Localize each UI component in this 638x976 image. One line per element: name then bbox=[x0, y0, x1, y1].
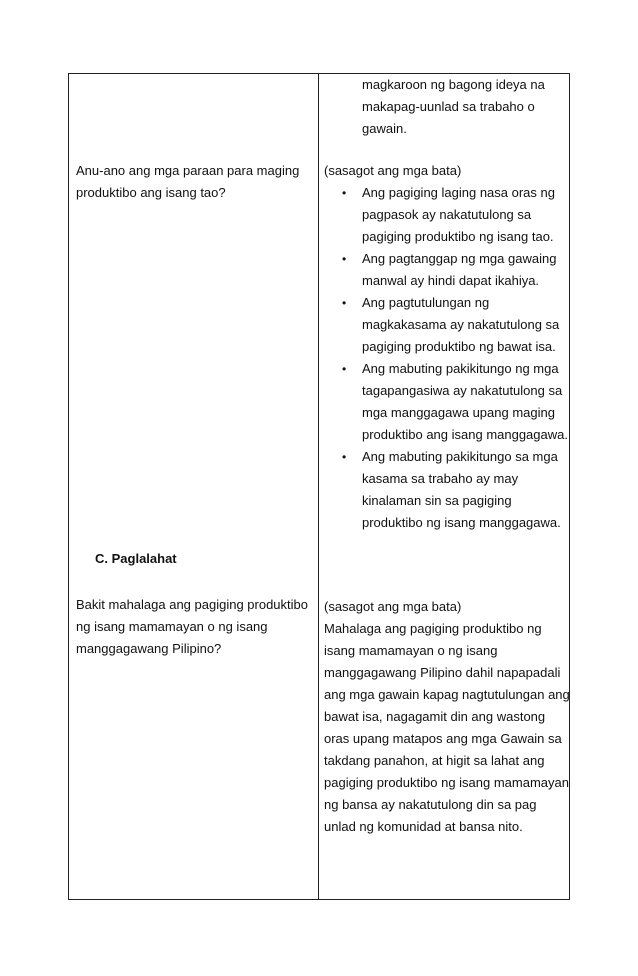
question-2-line: manggagawang Pilipino? bbox=[76, 641, 222, 656]
bullet-icon: • bbox=[342, 252, 347, 266]
bullet-line: Ang pagiging laging nasa oras ng bbox=[362, 185, 555, 200]
bullet-line: manwal ay hindi dapat ikahiya. bbox=[362, 273, 540, 288]
column-divider bbox=[318, 73, 319, 900]
question-2-line: Bakit mahalaga ang pagiging produktibo bbox=[76, 597, 309, 612]
bullet-line: kinalaman sin sa pagiging bbox=[362, 493, 512, 508]
answer-2-line: Mahalaga ang pagiging produktibo ng bbox=[324, 621, 542, 636]
answer-2-line: bawat isa, nagagamit din ang wastong bbox=[324, 709, 546, 724]
answer-2-line: isang mamamayan o ng isang bbox=[324, 643, 498, 658]
continuation-line: gawain. bbox=[362, 121, 407, 136]
bullet-line: Ang mabuting pakikitungo sa mga bbox=[362, 449, 558, 464]
answer-2-line: ng bansa ay nakatutulong din sa pag bbox=[324, 797, 537, 812]
bullet-icon: • bbox=[342, 450, 347, 464]
bullet-line: Ang mabuting pakikitungo ng mga bbox=[362, 361, 559, 376]
bullet-icon: • bbox=[342, 296, 347, 310]
bullet-line: magkakasama ay nakatutulong sa bbox=[362, 317, 560, 332]
answer-2-line: ang mga gawain kapag nagtutulungan ang bbox=[324, 687, 570, 702]
question-1-line: Anu-ano ang mga paraan para maging bbox=[76, 163, 300, 178]
bullet-line: produktibo ang isang manggagawa. bbox=[362, 427, 568, 442]
bullet-line: pagiging produktibo ng isang tao. bbox=[362, 229, 554, 244]
bullet-icon: • bbox=[342, 362, 347, 376]
answer-2-line: pagiging produktibo ng isang mamamayan bbox=[324, 775, 569, 790]
bullet-line: pagiging produktibo ng bawat isa. bbox=[362, 339, 556, 354]
answer-2-line: manggagawang Pilipino dahil napapadali bbox=[324, 665, 561, 680]
question-1-line: produktibo ang isang tao? bbox=[76, 185, 226, 200]
bullet-line: Ang pagtutulungan ng bbox=[362, 295, 490, 310]
bullet-line: tagapangasiwa ay nakatutulong sa bbox=[362, 383, 563, 398]
answer-2-label: (sasagot ang mga bata) bbox=[324, 599, 462, 614]
continuation-line: magkaroon ng bagong ideya na bbox=[362, 77, 545, 92]
bullet-line: kasama sa trabaho ay may bbox=[362, 471, 519, 486]
answer-2-line: takdang panahon, at higit sa lahat ang bbox=[324, 753, 545, 768]
answer-2-line: unlad ng komunidad at bansa nito. bbox=[324, 819, 523, 834]
bullet-icon: • bbox=[342, 186, 347, 200]
continuation-line: makapag-uunlad sa trabaho o bbox=[362, 99, 535, 114]
bullet-line: produktibo ng isang manggagawa. bbox=[362, 515, 561, 530]
bullet-line: Ang pagtanggap ng mga gawaing bbox=[362, 251, 557, 266]
answer-2-line: oras upang matapos ang mga Gawain sa bbox=[324, 731, 562, 746]
question-2-line: ng isang mamamayan o ng isang bbox=[76, 619, 268, 634]
answer-1-label: (sasagot ang mga bata) bbox=[324, 163, 462, 178]
section-heading: C. Paglalahat bbox=[95, 551, 177, 566]
bullet-line: mga manggagawa upang maging bbox=[362, 405, 555, 420]
bullet-line: pagpasok ay nakatutulong sa bbox=[362, 207, 532, 222]
